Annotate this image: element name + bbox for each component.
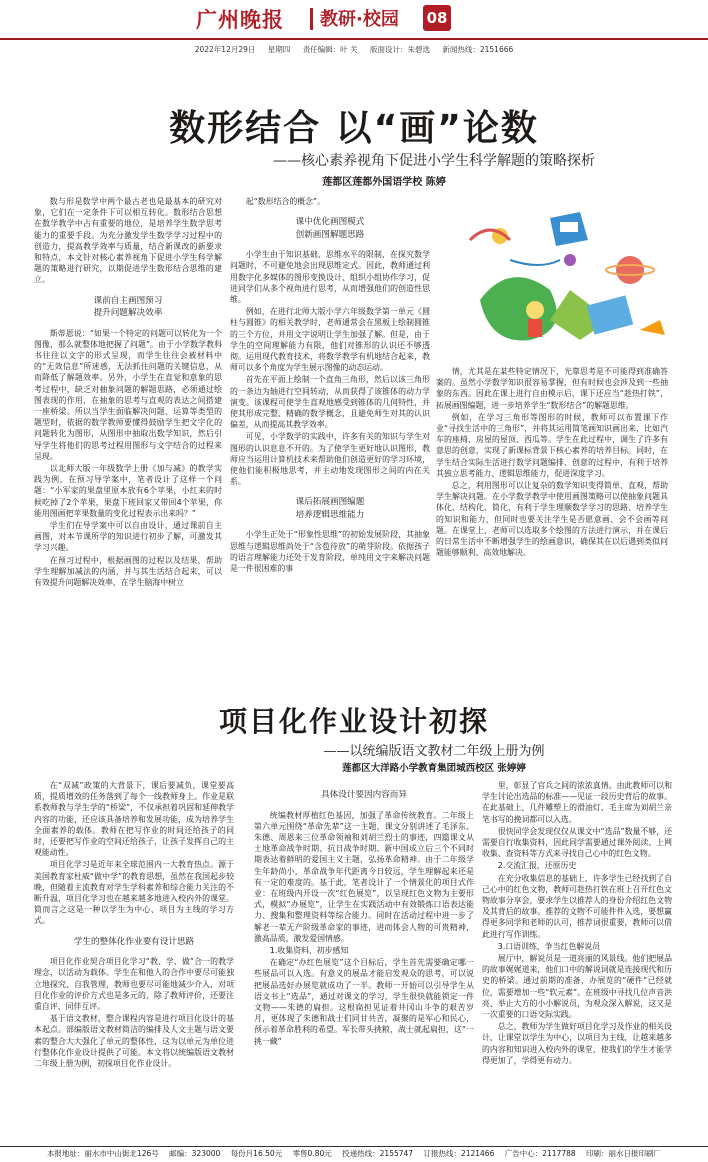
section-heading: 课后拓展画图编题 培养逻辑思维能力 — [295, 497, 365, 520]
article2-column-3 — [482, 780, 672, 1142]
paragraph: 首先在平面上绘制一个直角三角形，然后以该三角形的一条边为轴进行空间转动，从而获得了该锥体的动力学演变。该课程可使学生直观地感受到锥体的几何特性，并使其形成完整、精确的数学概念，且避免师生对其的认识偏差，从而提高其教学效率。 — [230, 375, 430, 430]
article1-author: 莲都区莲都外国语学校 陈婷 — [322, 177, 446, 188]
paragraph: 在“双减”政策的大背景下，课后要减负，课堂要高质，提质增效的任务落到了每个一线教师身上。作业是联系教师教与学生学的“桥梁”，不仅承担着巩固和延伸教学内容的功能，还应该具备培养和发展功能，成为培养学生全面素养的载体。教师在把写作业的时间还给孩子的同时，还要把写作业的空间还给孩子，让孩子发挥自己的主观能动性。 — [34, 781, 234, 858]
paragraph: 很快同学会发现仅仅从课文中“选品”数量不够，还需要自行收集资料，因此同学需要通过课外阅读、上网收集、查资料等方式来寻找自己心中的红色文物。 — [482, 826, 672, 859]
paper-name: 广州晚报 — [196, 7, 284, 32]
paragraph: 基于语文教材，整合课程内容是进行项目化设计的基本起点。部编版语文教材简洁的编排及人文主题与语文要素的整合大大强化了单元的整体性，这为以单元为单位进行整体化作业设计提供了可能。本文将以统编版语文教材二年级上册为例，初探项目化作业设计。 — [34, 1014, 234, 1068]
paragraph: 统编教材厚植红色基因，加强了革命传统教育。二年级上第六单元围绕“革命先辈”这一主题，课文分别讲述了毛泽东、朱德、周恩来三位革命领袖和刘胡兰烈士的事迹，四篇课文从土地革命战争时期、抗日战争时期、新中国成立后三个不同时期表达着鲜明的爱国主义主题，弘扬革命精神。由于二年级学生年龄尚小，革命战争年代距离今日较远，学生理解起来还是有一定的难度的。基于此，笔者设计了一个情景化的项目式作业：在班级内开设一次“红色展览”，以呈现红色文物为主要形式，模拟“办展览”，让学生在实践活动中有效锻炼口语表达能力、搜集和整理资料等综合能力。同时在活动过程中进一步了解老一辈无产阶级革命家的事迹，进而体会人物的可贵精神，激高品质，激发爱国情感。 — [254, 810, 474, 943]
paragraph: 2.交流汇报，还原历史 — [497, 861, 577, 871]
paragraph: 例如，在进行北师大版小学六年级数学第一单元《圆柱与圆锥》的相关教学时，老师通常会在黑板上绘制圆锥的三个方位，并用文字说明让学生加强了解。但是，由于学生的空间理解能力有限，他们对锥形的认识还不够透彻。运用现代教育技术，将数学教学有机地结合起来，教师可以多个角度为学生展示图像的动态运动。 — [230, 307, 430, 373]
paragraph: 在预习过程中，根据画图的过程以及结果，帮助学生理解加减法的内涵，并与其生活结合起来，可以有效提升问题解决效率，在学生脑海中树立 — [34, 555, 222, 588]
page-number: 08 — [423, 5, 451, 31]
paragraph: 在充分收集信息的基础上，许多学生已经找到了自己心中的红色文物，教师可趁热打铁在班上召开红色文物故事分享会，要求学生以推荐人的身份介绍红色文物及其背后的故事。推荐的文物不可能件件入选，要想赢得更多同学和老师的认可，推荐词很重要，教师可以借此进行写作训练。 — [482, 873, 672, 939]
paragraph: 小学生正处于“形象性思维”的初始发展阶段，其抽象思维与逻辑思维尚处于“含苞待放”的萌芽阶段。依据孩子的语言理解能力还处于发育阶段，单纯用文字来解决问题是一件很困难的事 — [230, 530, 430, 574]
paragraph: 1.收集资料，初步感知 — [269, 945, 349, 955]
article1-subtitle: ——核心素养视角下促进小学生科学解题的策略探析 — [273, 153, 595, 169]
section-heading: 具体设计要因内容而异 — [321, 790, 407, 800]
issue-date: 2022年12月29日 — [194, 45, 256, 54]
masthead-separator — [310, 8, 313, 30]
paragraph: 学生们在导学案中可以自由设计，通过课前自主画图，对本节课所学的知识进行初步了解，可激发其学习兴趣。 — [34, 521, 222, 553]
article2-author: 莲都区大洋路小学教育集团城西校区 张婷婷 — [342, 763, 526, 774]
article1-column-1 — [34, 196, 222, 756]
math-illustration — [440, 200, 680, 360]
editor: 责任编辑：叶 关 — [302, 45, 358, 54]
planet-icon — [616, 256, 644, 284]
article2-subtitle: ——以统编版语文教材二年级上册为例 — [323, 744, 545, 759]
paragraph: 起“数形结合的概念”。 — [245, 197, 325, 206]
footer-subscribe: 订报热线：2121466 — [423, 1149, 495, 1158]
article2-title: 项目化作业设计初探 — [218, 705, 489, 738]
footer-ad: 广告中心：2117788 — [504, 1149, 576, 1158]
section-name: 教研·校园 — [320, 9, 399, 30]
hotline: 新闻热线：2151666 — [442, 45, 514, 54]
designer: 版面设计：朱碧选 — [369, 45, 430, 54]
paragraph: 以北师大版一年级数学上册《加与减》的教学实践为例，在预习导学案中，笔者设计了这样一个问题：“小军家的果盘里原本放有6个苹果，小红来的时候吃掉了2个苹果，果盘下班回家又带回4个苹果，你能用图画把苹果数量的变化过程表示出来吗？” — [34, 464, 222, 518]
paragraph: 总之，利用图形可以让复杂的数学知识变得简单、直观，帮助学生解决问题。在小学数学教学中使用画图策略可以使抽象问题具体化、结构化、简化，有利于学生理顺数学学习的思路、培养学生的知识和能力，但同时也要关注学生是否愿意画、会不会画等问题。在课堂上，老师可以选取多个绘图的方法进行演示，并在课后的日常生活中不断增强学生的绘画意识，确保其在以后遇到类似问题能够顺利、高效地解决。 — [436, 481, 668, 558]
footer-printer: 印刷：丽水日报印刷厂 — [586, 1149, 662, 1158]
article2-column-2 — [254, 780, 474, 1142]
masthead — [0, 0, 708, 40]
section-heading: 学生的整体化作业要有设计思路 — [73, 936, 195, 947]
article1-title: 数形结合 以“画”论数 — [169, 108, 539, 149]
paragraph: 项目化学习是近年来全球范围内一大教育热点。源于美国教育家杜威“做中学”的教育思想，虽然在我国起步较晚，但随着主流教育对学生学科素养和综合能力关注的不断升温，项目化学习也在越来越多地进入校内外的课堂。简而言之这是一种以学生为中心、项目为主线的学习方式。 — [34, 860, 234, 926]
footer-price: 每份月16.50元 — [230, 1149, 283, 1158]
paragraph: 小学生由于知识基础、思维水平的限制，在探究数学问题时，不可避免地会出现思维定式。因此，教师通过利用数字化多媒体的图形变换设计、组织小组协作学习，促进同学们从多个视角进行思考，从而增强他们的创造性思维。 — [230, 250, 430, 305]
paragraph: 可见，小学数学的实践中，许多有关的知识与学生对图形的认识息息不开的。为了使学生更好地认识图形，教师应当运用计算机技术来帮助他们创造更好的学习环境，使他们能积极地思考，并主动地发现图形之间的内在关系。 — [230, 432, 430, 487]
paragraph: 在确定“办红色展览”这个目标后，学生首先需要确定哪一些展品可以入选。有意义的展品才能启发观众的思考，可以说把展品选好办展览就成功了一半。教师一开始可以引导学生从语文书上“选品”，通过对课文的学习，学生很快就能锁定一件文物——朱德的扁担。这根扁担见证着井冈山斗争的艰苦岁月，更体现了朱德和战士们同甘共苦，凝聚的是军心和民心，预示着革命胜利的希望。军长带头挑粮，战士就起扁担，这“一挑一藏” — [254, 958, 474, 1046]
footer-address: 本报地址：丽水市中山街北126号 — [46, 1149, 159, 1158]
paragraph: 3.口语训练，争当红色解说员 — [497, 941, 601, 951]
article1-column-2 — [230, 196, 430, 756]
section-heading: 课中优化画图模式 创新画图解题思路 — [295, 217, 365, 240]
paragraph: 项目化作业契合项目化学习“教、学、做”合一的教学理念，以活动为载体。学生在和他人的合作中要尽可能独立地探究、自我管理，教师也要尽可能地减少介入，对项目化作业的评价方式也是多元的，除了教师评价，还要注重自评、同伴互评。 — [34, 957, 234, 1011]
paragraph: 总之，教师为学生做好项目化学习及作业的相关设计，让课堂以学生为中心，以项目为主线，让越来越多的内容和知识进入校内外的课堂，使我们的学生才能学得更加了，学得更有动力。 — [482, 1022, 672, 1065]
footer-retail: 零售0.80元 — [292, 1149, 332, 1158]
paragraph: 里，彰显了官兵之间的浓浓真情。由此教师可以和学生讨论出选品的标准——见证一段历史背后的故事。在此基础上，几件雕塑上的滑油灯、毛主席为刘胡兰亲笔书写的挽词都可以入选。 — [482, 781, 672, 824]
issue-weekday: 星期四 — [267, 45, 291, 54]
footer-postcode: 邮编：323000 — [169, 1149, 221, 1158]
article2-column-1 — [34, 780, 234, 1142]
footer — [0, 1146, 708, 1162]
footer-delivery: 投递热线：2155747 — [342, 1149, 414, 1158]
masthead-meta — [0, 44, 708, 55]
child-head-icon — [526, 301, 544, 319]
paragraph: 展厅中，解说员是一道亮丽的风景线。他们把展品的故事娓娓道来，他们口中的解说词就是连接现代和历史的桥梁。通过前期的准备，办展览的“硬件”已经就位，需要增加一些“软元素”。在班级中寻找几位声音洪亮、举止大方的小小解说员，为观众深入解说，这又是一次重要的口语交际实践。 — [482, 954, 672, 1020]
paragraph: 斯蒂恩说：“如果一个特定的问题可以转化为一个图像，那么就整体地把握了问题”。由于小学数学教科书往往以文字的形式呈现，而学生往往会被材料中的“无效信息”所迷惑，无法抓住问题的关键信息，从而降低了解题效率。另外，小学生在直觉和意象的思考过程中，缺乏对抽象问题的解题思路，必须通过绘图表现的作用，在抽象的思考与直观的表达之间搭建一座桥梁。所以当学生面临解决问题、运算等类型的题型时，依据的数学教师要懂得鼓励学生把文字化的问题转化为图形，从图形中抽取出数学知识，然后引导学生将他们的思考过程用图形与文字结合的过程来呈现。 — [34, 328, 222, 461]
paragraph: 例如，在学习三角形等图形的时候，教师可以布置课下作业“寻找生活中的三角形”，并将其运用简笔画知识画出来，比如汽车的座椅、房屋的屋顶、西瓜等。学生在此过程中，调生了许多有意思的创意，实现了新课标背景下核心素养的培养目标。同时，在学生结合实际生活进行数学问题编排、创意的过程中，有利于培养其独立思考能力、逻辑思维能力，促进深度学习。 — [436, 412, 668, 478]
section-heading: 课前自主画图预习 提升问题解决效率 — [93, 295, 163, 319]
paragraph: 数与形是数学中两个最古老也是最基本的研究对象，它们在一定条件下可以相互转化。数形结合思想在数学教学中占有重要的地位，是培养学生数学思考能力的重要手段。为充分激发学生数学学习过程中的创造力，提高教学效率与质量，结合新课改的新要求和特点，本文针对核心素养视角下促进小学生科学解题的策略进行研究，以期促进学生数形结合思维的建立。 — [34, 197, 222, 285]
paragraph: 情，尤其是在某些特定情况下，光靠思考是不可能得到准确答案的。虽然小学数学知识很容易掌握，但有时候也会涉及到一些抽象的东西。因此在课上进行自由模示后，课下还应当“趁热打铁”，拓展画图编题，进一步培养学生“数形结合”的解题思维。 — [436, 367, 668, 410]
